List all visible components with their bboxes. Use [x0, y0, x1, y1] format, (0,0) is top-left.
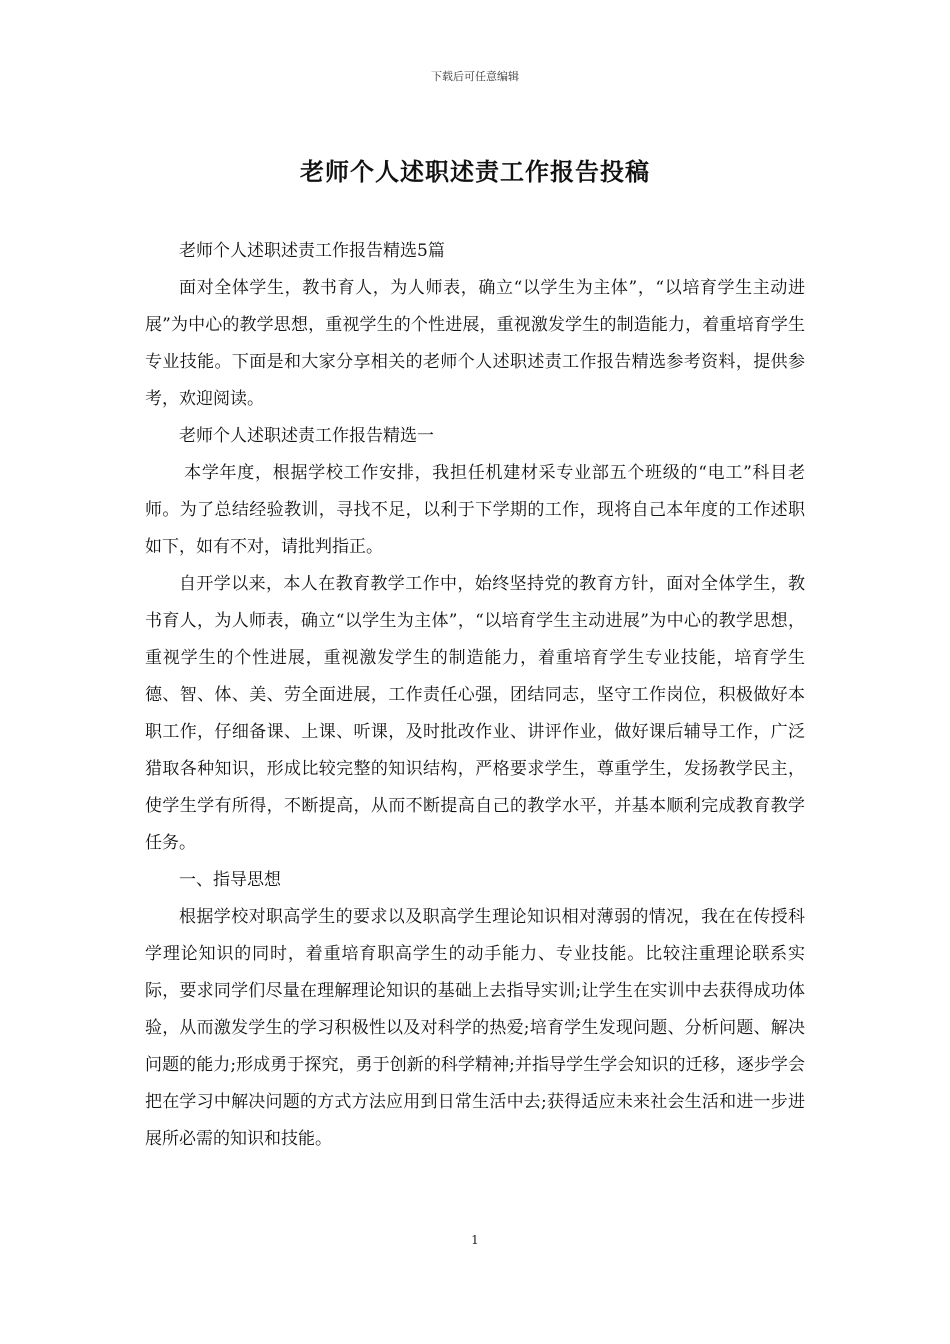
paragraph-guiding-thought: 根据学校对职高学生的要求以及职高学生理论知识相对薄弱的情况，我在在传授科学理论知识的同时，着重培育职高学生的动手能力、专业技能。比较注重理论联系实际，要求同学们尽量在理解理论知识的基础上去指导实训;让学生在实训中去获得成功体验，从而激发学生的学习积极性以及对科学的热爱;培育学生发现问题、分析问题、解决问题的能力;形成勇于探究，勇于创新的科学精神;并指导学生学会知识的迁移，逐步学会把在学习中解决问题的方式方法应用到日常生活中去;获得适应未来社会生活和进一步进展所必需的知识和技能。 [145, 907, 805, 1149]
paragraph-intro: 面对全体学生，教书育人，为人师表，确立“以学生为主体”，“以培育学生主动进展”为中心的教学思想，重视学生的个性进展，重视激发学生的制造能力，着重培育学生专业技能。下面是和大家分享相关的老师个人述职述责工作报告精选参考资料，提供参考，欢迎阅读。 [145, 278, 805, 409]
paragraph-main: 自开学以来，本人在教育教学工作中，始终坚持党的教育方针，面对全体学生，教书育人，为人师表，确立“以学生为主体”，“以培育学生主动进展”为中心的教学思想，重视学生的个性进展，重视激发学生的制造能力，着重培育学生专业技能，培育学生德、智、体、美、劳全面进展，工作责任心强，团结同志，坚守工作岗位，积极做好本职工作，仔细备课、上课、听课，及时批改作业、讲评作业，做好课后辅导工作，广泛猎取各种知识，形成比较完整的知识结构，严格要求学生，尊重学生，发扬教学民主，使学生学有所得，不断提高，从而不断提高自己的教学水平，并基本顺利完成教育教学任务。 [145, 574, 805, 853]
paragraph-opening: 本学年度，根据学校工作安排，我担任机建材采专业部五个班级的“电工”科目老师。为了总结经验教训，寻找不足，以利于下学期的工作，现将自己本年度的工作述职如下，如有不对，请批判指正。 [145, 463, 805, 557]
document-body [145, 233, 805, 1158]
paragraph-subtitle: 老师个人述职述责工作报告精选5篇 [179, 241, 445, 261]
header-note: 下载后可任意编辑 [431, 70, 519, 83]
page-number: 1 [471, 1233, 479, 1247]
paragraph-section-heading: 老师个人述职述责工作报告精选一 [179, 426, 434, 446]
paragraph-subheading-guiding-thought: 一、指导思想 [179, 870, 281, 890]
document-title: 老师个人述职述责工作报告投稿 [300, 157, 650, 186]
